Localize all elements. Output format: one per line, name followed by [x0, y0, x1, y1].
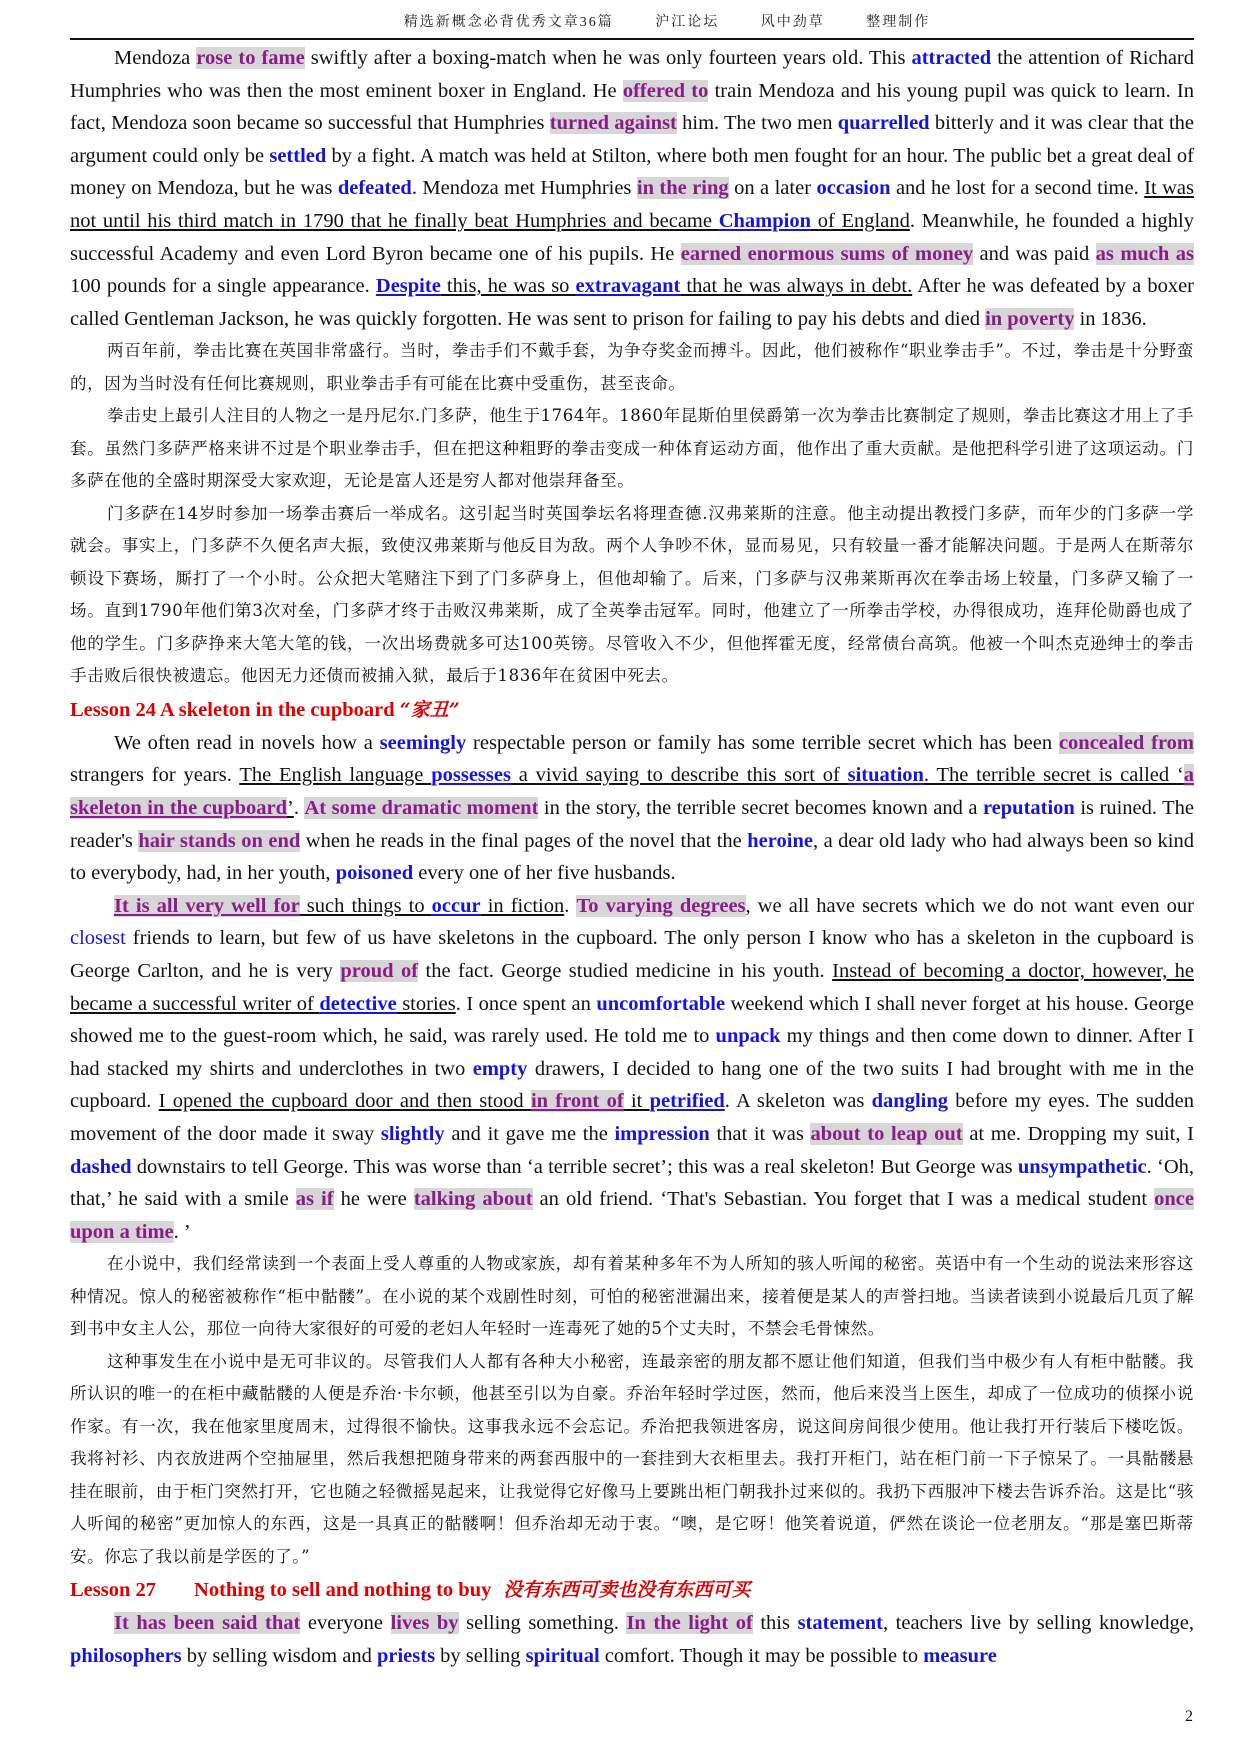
- vocab-word: dangling: [871, 1090, 948, 1113]
- highlight-phrase: offered to: [622, 79, 709, 102]
- text: . ‘Oh, that,’ he said with a smile: [70, 1155, 1194, 1211]
- underlined-sentence: ’: [286, 797, 294, 820]
- highlight-phrase: as if: [295, 1188, 334, 1211]
- vocab-word: Despite: [375, 275, 441, 298]
- highlight-phrase: turned against: [549, 112, 677, 135]
- highlight-phrase: lives by: [390, 1612, 459, 1635]
- text: and it gave me the: [444, 1122, 615, 1145]
- text: . I once spent an: [455, 992, 597, 1015]
- text: he were: [333, 1188, 414, 1211]
- underlined-sentence: such things to: [299, 894, 432, 917]
- text: at me. Dropping my suit, I: [962, 1122, 1194, 1145]
- underlined-sentence: this, he was so: [440, 275, 576, 298]
- text: . Meanwhile, he founded a highly successful Academy and even Lord Byron became one of his pupils. He: [70, 209, 1194, 265]
- text: in the story, the terrible secret becomes known and a: [538, 797, 983, 820]
- underlined-sentence: It was not until his third match in 1790 that he finally beat Humphries and became: [70, 177, 1195, 232]
- skeleton-paragraph-2: [70, 890, 1194, 1249]
- vocab-word: unpack: [715, 1025, 781, 1048]
- underlined-sentence: . The terrible secret is called ‘: [923, 764, 1184, 787]
- text: , teachers live by selling knowledge,: [882, 1612, 1195, 1635]
- text: when he reads in the final pages of the novel that the: [300, 829, 748, 852]
- lesson-27-heading: [70, 1573, 1194, 1607]
- lesson-chinese-title: 没有东西可卖也没有东西可买: [503, 1579, 751, 1602]
- text: my things and then come down to dinner. After I had stacked my shirts and underclothes in two: [70, 1025, 1195, 1080]
- text: We often read in novels how a: [114, 731, 380, 754]
- text: the fact. George studied medicine in his youth.: [418, 960, 833, 982]
- vocab-word: attracted: [911, 47, 992, 69]
- highlight-phrase: in the ring: [636, 177, 729, 200]
- underlined-sentence: it: [623, 1090, 650, 1113]
- underlined-sentence: I opened the cupboard door and then stood: [158, 1090, 531, 1113]
- text: strangers for years.: [70, 764, 240, 787]
- vocab-word: possesses: [431, 764, 511, 787]
- header-author: 风中劲草: [760, 15, 825, 30]
- text: is ruined. The reader's: [70, 797, 1194, 852]
- text: selling something.: [458, 1612, 627, 1635]
- highlight-phrase: rose to fame: [196, 47, 305, 69]
- header-title: 精选新概念必背优秀文章36篇: [403, 15, 614, 30]
- text: by selling wisdom and: [181, 1644, 377, 1667]
- text: an old friend. ‘That's Sebastian. You forget that I was a medical student: [532, 1188, 1155, 1211]
- vocab-word: settled: [269, 144, 327, 167]
- chinese-paragraph: 两百年前，拳击比赛在英国非常盛行。当时，拳击手们不戴手套，为争夺奖金而搏斗。因此，他们被称作“职业拳击手”。不过，拳击是十分野蛮的，因为当时没有任何比赛规则，职业拳击手有可能在比赛中受重伤，甚至丧命。: [70, 341, 1194, 393]
- vocab-word: impression: [614, 1122, 710, 1145]
- vocab-word: Champion: [718, 209, 811, 232]
- highlight-phrase: concealed from: [1058, 731, 1195, 754]
- text: weekend which I shall never forget at his house. George showed me to the guest-room which, he said, was rarely used. He told me to: [70, 992, 1194, 1048]
- chinese-paragraph: 在小说中，我们经常读到一个表面上受人尊重的人物或家族，却有着某种多年不为人所知的骇人听闻的秘密。英语中有一个生动的说法来形容这种情况。惊人的秘密被称作“柜中骷髅”。在小说的某个戏剧性时刻，可怕的秘密泄漏出来，接着便是某人的声誉扫地。当读者读到小说最后几页了解到书中女主人公，那位一向待大家很好的可爱的老妇人年轻时一连毒死了她的5个丈夫时，不禁会毛骨悚然。: [70, 1254, 1194, 1339]
- page-header: [70, 12, 1194, 34]
- underlined-sentence: that he was always in debt.: [680, 275, 913, 298]
- vocab-word: heroine: [747, 829, 813, 852]
- vocab-word: priests: [376, 1644, 436, 1667]
- text: and was paid: [973, 242, 1096, 265]
- vocab-word: quarrelled: [837, 112, 930, 135]
- text: by a fight. A match was held at Stilton, where both men fought for an hour. The public bet a great deal of money on Mendoza, but he was: [70, 144, 1194, 200]
- text: on a later: [728, 177, 817, 200]
- text: the attention of Richard Humphries who was then the most eminent boxer in England. He: [70, 47, 1194, 102]
- text: .: [293, 797, 305, 820]
- vocab-word: extravagant: [575, 275, 681, 298]
- lesson-title: Lesson 24 A skeleton in the cupboard: [70, 698, 400, 721]
- skeleton-paragraph-1: [70, 727, 1194, 890]
- highlight-phrase: earned enormous sums of money: [680, 242, 974, 265]
- chinese-paragraph: 拳击史上最引人注目的人物之一是丹尼尔.门多萨，他生于1764年。1860年昆斯伯里侯爵第一次为拳击比赛制定了规则，拳击比赛这才用上了手套。虽然门多萨严格来讲不过是个职业拳击手，但在把这种粗野的拳击变成一种体育运动方面，他作出了重大贡献。是他把科学引进了这项运动。门多萨在他的全盛时期深受大家欢迎，无论是富人还是穷人都对他崇拜备至。: [70, 406, 1194, 491]
- text: 100 pounds for a single appearance.: [70, 275, 376, 298]
- highlight-phrase: a skeleton in the cupboard: [70, 764, 1194, 820]
- vocab-word: slightly: [380, 1122, 445, 1145]
- vocab-word: measure: [923, 1644, 997, 1667]
- highlight-phrase: It is all very well for: [114, 894, 300, 917]
- header-rule: [70, 38, 1194, 40]
- underlined-sentence: Instead of becoming a doctor, however, he became a successful writer of: [70, 960, 1194, 1015]
- text: Mendoza: [114, 47, 197, 69]
- text: , a dear old lady who had always been so kind to everybody, had, in her youth,: [70, 829, 1194, 885]
- vocab-word: occur: [431, 894, 481, 917]
- text: before my eyes. The sudden movement of the door made it sway: [70, 1090, 1194, 1145]
- nothing-to-sell-paragraph: [70, 1607, 1194, 1672]
- text: every one of her five husbands.: [413, 862, 676, 885]
- highlight-phrase: as much as: [1095, 242, 1195, 265]
- vocab-word: seemingly: [379, 731, 467, 754]
- vocab-word: situation: [847, 764, 924, 787]
- vocab-word: petrified: [649, 1090, 725, 1113]
- text: by selling: [435, 1644, 526, 1667]
- highlight-phrase: in poverty: [985, 307, 1075, 330]
- vocab-word: reputation: [982, 797, 1075, 820]
- text: bitterly and it was clear that the argument could only be: [70, 112, 1194, 167]
- chinese-paragraph: 这种事发生在小说中是无可非议的。尽管我们人人都有各种大小秘密，连最亲密的朋友都不愿让他们知道，但我们当中极少有人有柜中骷髅。我所认识的唯一的在柜中藏骷髅的人便是乔治·卡尔顿，他甚至引以为自豪。乔治年轻时学过医，然而，他后来没当上医生，却成了一位成功的侦探小说作家。有一次，我在他家里度周末，过得很不愉快。这事我永远不会忘记。乔治把我领进客房，说这间房间很少使用。他让我打开行装后下楼吃饭。我将衬衫、内衣放进两个空抽屉里，然后我想把随身带来的两套西服中的一套挂到大衣柜里去。我打开柜门，站在柜门前一下子惊呆了。一具骷髅悬挂在眼前，由于柜门突然打开，它也随之轻微摇晃起来，让我觉得它好像马上要跳出柜门朝我扑过来似的。我扔下西服冲下楼去告诉乔治。这是比“骇人听闻的秘密”更加惊人的东西，这是一具真正的骷髅啊！但乔治却无动于衷。“噢，是它呀！他笑着说道，俨然在谈论一位老朋友。“那是塞巴斯蒂安。你忘了我以前是学医的了。”: [70, 1351, 1194, 1566]
- text: him. The two men: [676, 112, 838, 135]
- lesson-24-heading: [70, 693, 1194, 727]
- vocab-word: occasion: [816, 177, 891, 200]
- underlined-sentence: a vivid saying to describe this sort of: [510, 764, 848, 787]
- text: , we all have secrets which we do not want even our: [745, 894, 1194, 917]
- vocab-word: closest: [70, 927, 126, 950]
- text: .: [564, 894, 577, 917]
- highlight-phrase: proud of: [340, 960, 419, 982]
- lesson-title: Nothing to sell and nothing to buy: [194, 1579, 492, 1602]
- vocab-word: poisoned: [335, 862, 414, 885]
- text: swiftly after a boxing-match when he was only fourteen years old. This: [304, 47, 912, 69]
- text: friends to learn, but few of us have skeletons in the cupboard. The only person I know who has a skeleton in the cupboard is George Carlton, and he is very: [70, 927, 1194, 982]
- text: everyone: [300, 1612, 391, 1635]
- lesson-number: Lesson 27: [70, 1579, 157, 1602]
- vocab-word: statement: [797, 1612, 883, 1635]
- document-page: [70, 12, 1194, 1673]
- header-forum: 沪江论坛: [655, 15, 720, 30]
- text: . ’: [173, 1220, 191, 1243]
- vocab-word: uncomfortable: [596, 992, 726, 1015]
- text: drawers, I decided to hang one of the two suits I had brought with me in the cupboard.: [70, 1057, 1194, 1113]
- text: and he lost for a second time.: [890, 177, 1145, 200]
- underlined-sentence: in fiction: [480, 894, 565, 917]
- vocab-word: detective: [319, 992, 397, 1015]
- vocab-word: unsympathetic: [1017, 1155, 1147, 1178]
- highlight-phrase: talking about: [413, 1188, 533, 1211]
- vocab-word: defeated: [337, 177, 412, 200]
- highlight-phrase: In the light of: [626, 1612, 753, 1635]
- highlight-phrase: once upon a time: [70, 1188, 1194, 1243]
- text: . A skeleton was: [724, 1090, 872, 1113]
- mendoza-paragraph: [70, 42, 1194, 335]
- vocab-word: philosophers: [70, 1644, 182, 1667]
- page-number: 2: [1185, 1708, 1193, 1725]
- text: comfort. Though it may be possible to: [599, 1644, 924, 1667]
- vocab-word: spiritual: [525, 1644, 600, 1667]
- highlight-phrase: in front of: [530, 1090, 624, 1113]
- highlight-phrase: It has been said that: [114, 1612, 301, 1635]
- highlight-phrase: To varying degrees: [576, 894, 746, 917]
- text: in 1836.: [1074, 307, 1147, 330]
- text: After he was defeated by a boxer called Gentleman Jackson, he was quickly forgotten. He was sent to prison for failing to pay his debts and died: [70, 275, 1195, 330]
- header-credit: 整理制作: [866, 15, 931, 30]
- lesson-chinese-title: “家丑”: [399, 698, 460, 721]
- text: downstairs to tell George. This was worse than ‘a terrible secret’; this was a real skeleton! But George was: [131, 1155, 1018, 1178]
- text: this: [752, 1612, 798, 1635]
- text: train Mendoza and his young pupil was quick to learn. In fact, Mendoza soon became so successful that Humphries: [70, 79, 1194, 135]
- underlined-sentence: The English language: [239, 764, 432, 787]
- vocab-word: dashed: [70, 1155, 132, 1178]
- vocab-word: empty: [472, 1057, 528, 1080]
- highlight-phrase: At some dramatic moment: [304, 797, 539, 820]
- text: that it was: [709, 1122, 811, 1145]
- highlight-phrase: about to leap out: [810, 1122, 963, 1145]
- highlight-phrase: hair stands on end: [138, 829, 301, 852]
- text: . Mendoza met Humphries: [411, 177, 637, 200]
- underlined-sentence: stories: [396, 992, 456, 1015]
- chinese-paragraph: 门多萨在14岁时参加一场拳击赛后一举成名。这引起当时英国拳坛名将理查德.汉弗莱斯的注意。他主动提出教授门多萨，而年少的门多萨一学就会。事实上，门多萨不久便名声大振，致使汉弗莱斯与他反目为敌。两个人争吵不休，显而易见，只有较量一番才能解决问题。于是两人在斯蒂尔顿设下赛场，厮打了一个小时。公众把大笔赌注下到了门多萨身上，但他却输了。后来，门多萨与汉弗莱斯再次在拳击场上较量，门多萨又输了一场。直到1790年他们第3次对垒，门多萨才终于击败汉弗莱斯，成了全英拳击冠军。同时，他建立了一所拳击学校，办得很成功，连拜伦勋爵也成了他的学生。门多萨挣来大笔大笔的钱，一次出场费就多可达100英镑。尽管收入不少，但他挥霍无度，经常债台高筑。他被一个叫杰克逊绅士的拳击手击败后很快被遗忘。他因无力还债而被捕入狱，最后于1836年在贫困中死去。: [70, 503, 1194, 686]
- underlined-sentence: of England: [811, 209, 910, 232]
- text: respectable person or family has some terrible secret which has been: [466, 731, 1059, 754]
